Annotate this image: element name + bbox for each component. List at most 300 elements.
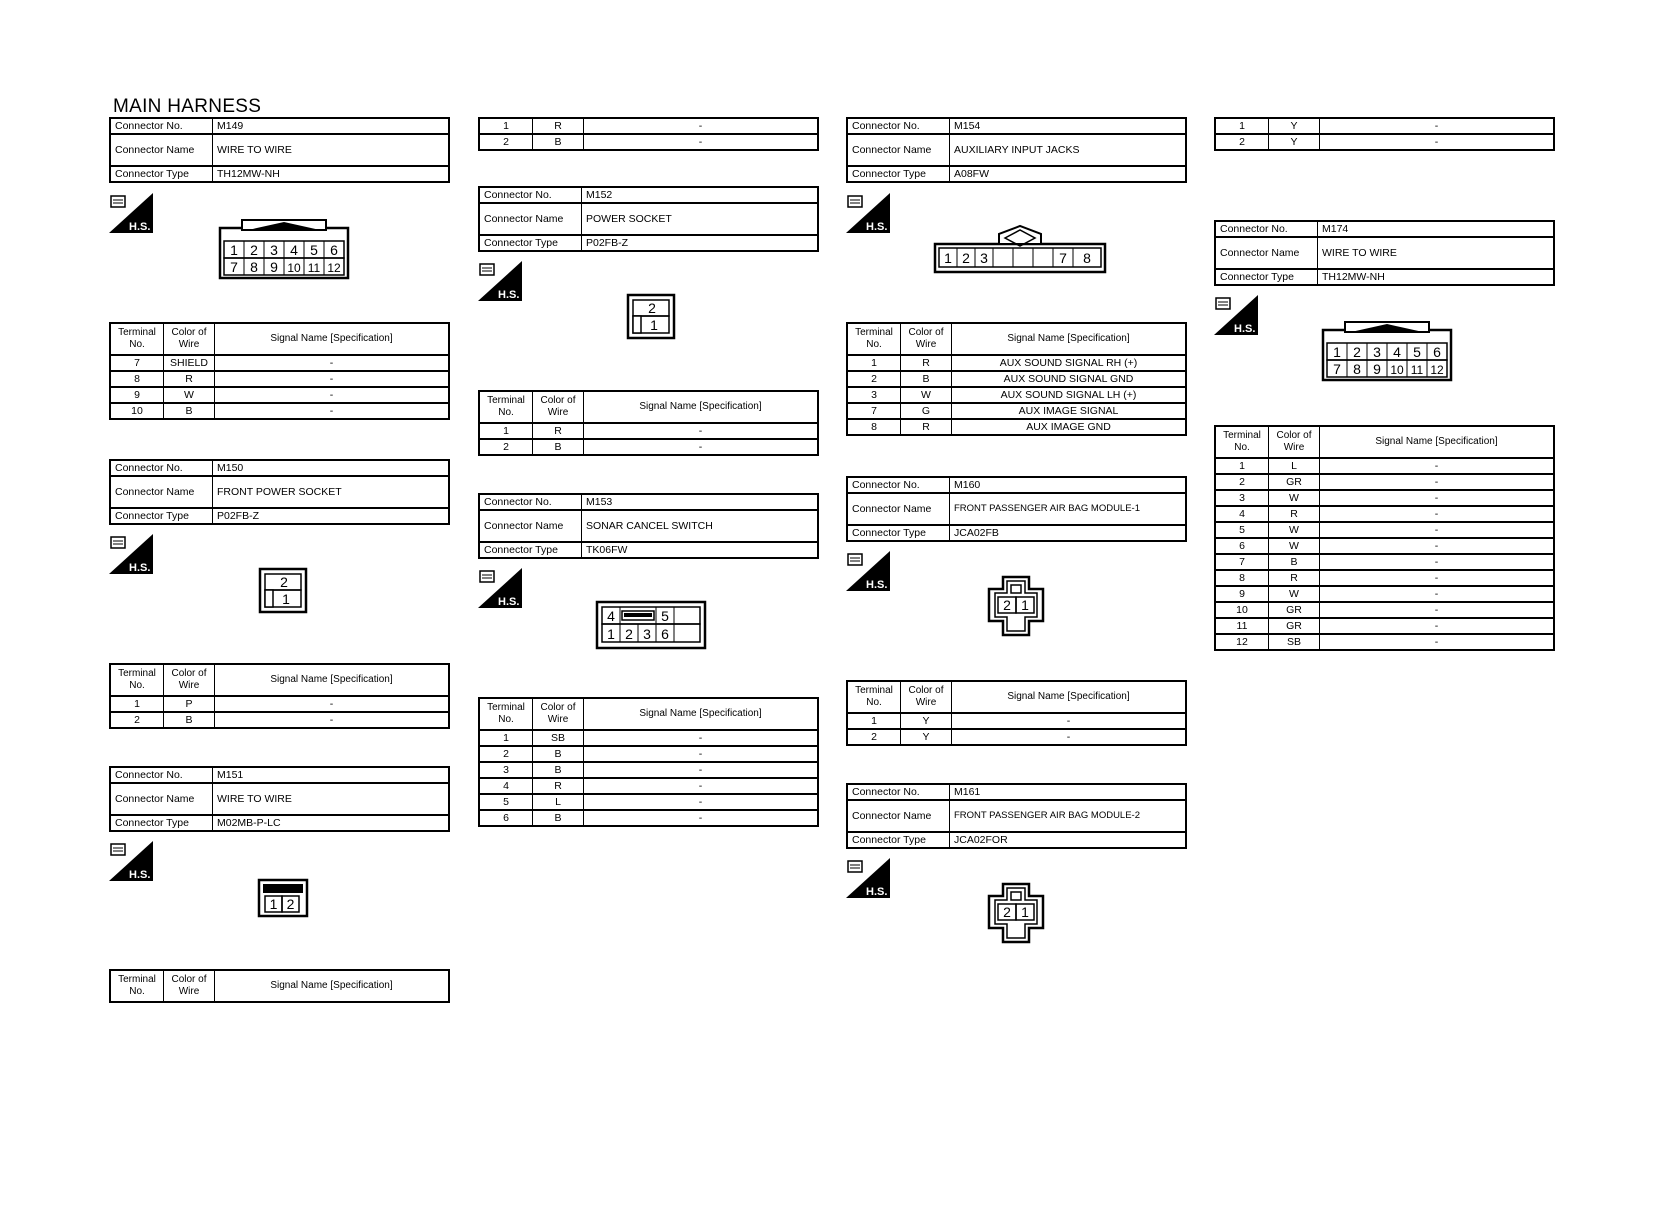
connector-face-m152: [626, 293, 678, 341]
table-row: [847, 713, 1186, 729]
pin-label: 1: [1333, 344, 1341, 360]
wire-color-cell: W: [901, 387, 952, 403]
pin-label: 1: [650, 317, 658, 333]
table-row: [1215, 554, 1554, 570]
terminal-table-header: [110, 323, 449, 355]
connector-no-value: M152: [582, 187, 819, 203]
terminal-no-cell: 6: [1215, 538, 1269, 554]
connector-info-m151: [109, 766, 450, 832]
table-row: [1215, 602, 1554, 618]
terminal-no-cell: 9: [1215, 586, 1269, 602]
pin-label: 8: [250, 259, 258, 275]
terminal-no-header: Terminal No.: [847, 323, 901, 355]
color-of-wire-header: Color of Wire: [533, 391, 584, 423]
wire-color-cell: B: [901, 371, 952, 387]
connector-name-value: SONAR CANCEL SWITCH: [582, 510, 819, 542]
connector-type-label: Connector Type: [110, 815, 213, 831]
pin-label: 7: [1333, 361, 1341, 377]
connector-face-m154: [933, 224, 1107, 274]
terminal-table-m151-cont: [478, 117, 819, 151]
table-row: [1215, 118, 1554, 134]
signal-name-header: Signal Name [Specification]: [952, 323, 1187, 355]
pin-label: 11: [307, 261, 321, 275]
color-of-wire-header: Color of Wire: [1269, 426, 1320, 458]
pin-label: 2: [250, 242, 258, 258]
signal-name-cell: -: [1320, 522, 1555, 538]
terminal-no-cell: 3: [479, 762, 533, 778]
pin-label: 4: [1393, 344, 1401, 360]
terminal-no-cell: 7: [110, 355, 164, 371]
hs-icon-label: H.S.: [129, 221, 151, 233]
wire-color-cell: SHIELD: [164, 355, 215, 371]
terminal-no-cell: 1: [479, 118, 533, 134]
connector-info-m153: [478, 493, 819, 559]
connector-name-label: Connector Name: [110, 134, 213, 166]
terminal-no-cell: 2: [479, 439, 533, 455]
wire-color-cell: GR: [1269, 602, 1320, 618]
signal-name-cell: -: [584, 810, 819, 826]
connector-no-value: M161: [950, 784, 1187, 800]
connector-name-value: FRONT POWER SOCKET: [213, 476, 450, 508]
signal-name-cell: AUX SOUND SIGNAL RH (+): [952, 355, 1187, 371]
wire-color-cell: Y: [1269, 134, 1320, 150]
pin-label: 1: [1021, 904, 1029, 920]
connector-type-label: Connector Type: [479, 542, 582, 558]
wire-color-cell: W: [1269, 586, 1320, 602]
signal-name-cell: -: [1320, 634, 1555, 650]
signal-name-cell: -: [584, 439, 819, 455]
signal-name-cell: -: [1320, 134, 1555, 150]
color-of-wire-header: Color of Wire: [164, 664, 215, 696]
connector-face-m149: [218, 218, 350, 280]
connector-no-label: Connector No.: [847, 784, 950, 800]
connector-type-value: TH12MW-NH: [1318, 269, 1555, 285]
pin-label: 1: [230, 242, 238, 258]
table-row: [479, 730, 818, 746]
terminal-table-m153: [478, 697, 819, 827]
terminal-table-header: [479, 391, 818, 423]
pin-label: 1: [269, 896, 278, 912]
connector-type-label: Connector Type: [847, 166, 950, 182]
pin-label: 3: [1373, 344, 1381, 360]
signal-name-cell: -: [1320, 490, 1555, 506]
hs-icon: [846, 193, 890, 233]
pin-label: 5: [310, 242, 318, 258]
hs-icon: [846, 858, 890, 898]
wire-color-cell: SB: [533, 730, 584, 746]
terminal-no-cell: 1: [847, 355, 901, 371]
connector-type-value: TH12MW-NH: [213, 166, 450, 182]
wire-color-cell: R: [1269, 570, 1320, 586]
table-row: [1215, 134, 1554, 150]
terminal-no-cell: 2: [847, 371, 901, 387]
connector-no-label: Connector No.: [847, 477, 950, 493]
terminal-no-cell: 2: [479, 134, 533, 150]
pin-label: 4: [607, 608, 615, 624]
table-row: [1215, 490, 1554, 506]
pin-label: 10: [1390, 363, 1404, 377]
connector-info-m149: [109, 117, 450, 183]
table-row: [1215, 522, 1554, 538]
connector-name-value: WIRE TO WIRE: [213, 134, 450, 166]
terminal-no-cell: 4: [479, 778, 533, 794]
terminal-table-m154: [846, 322, 1187, 436]
pin-label: 10: [287, 261, 301, 275]
pin-label: 2: [625, 626, 633, 642]
connector-no-value: M160: [950, 477, 1187, 493]
connector-name-value: POWER SOCKET: [582, 203, 819, 235]
terminal-no-cell: 1: [110, 696, 164, 712]
signal-name-header: Signal Name [Specification]: [215, 970, 450, 1002]
pin-label: 2: [1003, 597, 1011, 613]
pin-label: 2: [1353, 344, 1361, 360]
wire-color-cell: B: [533, 762, 584, 778]
color-of-wire-header: Color of Wire: [164, 323, 215, 355]
wire-color-cell: GR: [1269, 618, 1320, 634]
connector-face-m150: [258, 567, 310, 615]
signal-name-cell: -: [1320, 118, 1555, 134]
table-row: [1215, 474, 1554, 490]
connector-name-label: Connector Name: [847, 800, 950, 832]
terminal-no-cell: 8: [847, 419, 901, 435]
terminal-no-cell: 2: [110, 712, 164, 728]
wire-color-cell: G: [901, 403, 952, 419]
signal-name-header: Signal Name [Specification]: [952, 681, 1187, 713]
terminal-no-header: Terminal No.: [847, 681, 901, 713]
terminal-table-header: [479, 698, 818, 730]
table-row: [479, 746, 818, 762]
terminal-no-cell: 2: [479, 746, 533, 762]
connector-name-value: WIRE TO WIRE: [213, 783, 450, 815]
connector-name-label: Connector Name: [110, 783, 213, 815]
pin-label: 2: [280, 574, 288, 590]
signal-name-cell: -: [1320, 586, 1555, 602]
terminal-table-header: [847, 323, 1186, 355]
wire-color-cell: R: [901, 419, 952, 435]
terminal-no-cell: 5: [479, 794, 533, 810]
connector-no-label: Connector No.: [847, 118, 950, 134]
terminal-table-header: [847, 681, 1186, 713]
connector-no-label: Connector No.: [479, 187, 582, 203]
terminal-table-m152: [478, 390, 819, 456]
connector-name-label: Connector Name: [1215, 237, 1318, 269]
connector-face-m160: [985, 575, 1047, 637]
wire-color-cell: B: [164, 712, 215, 728]
signal-name-cell: -: [1320, 458, 1555, 474]
connector-no-value: M154: [950, 118, 1187, 134]
pin-label: 6: [1433, 344, 1441, 360]
terminal-no-cell: 5: [1215, 522, 1269, 538]
signal-name-cell: -: [584, 746, 819, 762]
signal-name-cell: -: [1320, 602, 1555, 618]
table-row: [479, 810, 818, 826]
terminal-table-m150: [109, 663, 450, 729]
connector-name-label: Connector Name: [479, 203, 582, 235]
pin-label: 4: [290, 242, 298, 258]
signal-name-cell: -: [584, 794, 819, 810]
connector-info-m160: [846, 476, 1187, 542]
table-row: [110, 403, 449, 419]
terminal-table-m161: [1214, 117, 1555, 151]
connector-no-label: Connector No.: [479, 494, 582, 510]
wire-color-cell: Y: [901, 713, 952, 729]
signal-name-cell: -: [952, 713, 1187, 729]
terminal-no-cell: 4: [1215, 506, 1269, 522]
connector-info-m152: [478, 186, 819, 252]
pin-label: 6: [661, 626, 669, 642]
wire-color-cell: W: [164, 387, 215, 403]
connector-name-value: FRONT PASSENGER AIR BAG MODULE-2: [950, 800, 1187, 832]
signal-name-cell: -: [584, 118, 819, 134]
connector-face-m161: [985, 882, 1047, 944]
pin-label: 3: [643, 626, 651, 642]
pin-label: 11: [1410, 363, 1424, 377]
terminal-no-cell: 8: [1215, 570, 1269, 586]
hs-icon-label: H.S.: [866, 579, 888, 591]
table-row: [110, 387, 449, 403]
hs-icon-label: H.S.: [498, 289, 520, 301]
wire-color-cell: B: [533, 134, 584, 150]
pin-label: 5: [661, 608, 669, 624]
connector-no-label: Connector No.: [110, 118, 213, 134]
wire-color-cell: R: [1269, 506, 1320, 522]
terminal-table-m149: [109, 322, 450, 420]
connector-face-m174: [1321, 320, 1453, 382]
terminal-no-cell: 9: [110, 387, 164, 403]
connector-no-value: M153: [582, 494, 819, 510]
signal-name-cell: -: [1320, 554, 1555, 570]
pin-label: 9: [1373, 361, 1381, 377]
connector-no-value: M174: [1318, 221, 1555, 237]
pin-label: 2: [1003, 904, 1011, 920]
table-row: [110, 371, 449, 387]
connector-name-label: Connector Name: [479, 510, 582, 542]
wire-color-cell: GR: [1269, 474, 1320, 490]
wire-color-cell: W: [1269, 522, 1320, 538]
hs-icon-label: H.S.: [498, 596, 520, 608]
terminal-no-header: Terminal No.: [1215, 426, 1269, 458]
page-title: MAIN HARNESS: [113, 96, 262, 117]
terminal-table-m174: [1214, 425, 1555, 651]
signal-name-cell: -: [584, 423, 819, 439]
color-of-wire-header: Color of Wire: [901, 323, 952, 355]
pin-label: 2: [962, 250, 970, 266]
table-row: [1215, 538, 1554, 554]
pin-label: 1: [607, 626, 615, 642]
signal-name-cell: -: [584, 134, 819, 150]
pin-label: 1: [944, 250, 952, 266]
connector-no-label: Connector No.: [110, 767, 213, 783]
table-row: [1215, 506, 1554, 522]
table-row: [847, 387, 1186, 403]
hs-icon: [109, 841, 153, 881]
table-row: [1215, 634, 1554, 650]
wire-color-cell: R: [901, 355, 952, 371]
connector-type-value: TK06FW: [582, 542, 819, 558]
terminal-no-cell: 8: [110, 371, 164, 387]
wire-color-cell: B: [533, 810, 584, 826]
hs-icon: [109, 534, 153, 574]
signal-name-header: Signal Name [Specification]: [215, 664, 450, 696]
connector-type-value: JCA02FB: [950, 525, 1187, 541]
terminal-no-cell: 10: [110, 403, 164, 419]
hs-icon-label: H.S.: [1234, 323, 1256, 335]
wire-color-cell: B: [533, 746, 584, 762]
signal-name-cell: -: [1320, 506, 1555, 522]
hs-icon-label: H.S.: [866, 886, 888, 898]
terminal-no-cell: 11: [1215, 618, 1269, 634]
terminal-no-header: Terminal No.: [479, 698, 533, 730]
pin-label: 9: [270, 259, 278, 275]
wire-color-cell: SB: [1269, 634, 1320, 650]
table-row: [479, 423, 818, 439]
terminal-no-cell: 1: [479, 423, 533, 439]
pin-label: 1: [282, 591, 290, 607]
terminal-no-cell: 6: [479, 810, 533, 826]
pin-label: 3: [980, 250, 988, 266]
signal-name-cell: -: [215, 696, 450, 712]
connector-type-value: P02FB-Z: [582, 235, 819, 251]
signal-name-cell: AUX SOUND SIGNAL LH (+): [952, 387, 1187, 403]
signal-name-cell: -: [1320, 618, 1555, 634]
table-row: [1215, 618, 1554, 634]
table-row: [1215, 458, 1554, 474]
table-row: [479, 794, 818, 810]
pin-label: 7: [230, 259, 238, 275]
terminal-no-cell: 1: [1215, 118, 1269, 134]
signal-name-cell: AUX IMAGE SIGNAL: [952, 403, 1187, 419]
terminal-table-header: [110, 970, 449, 1002]
connector-type-label: Connector Type: [479, 235, 582, 251]
connector-type-label: Connector Type: [1215, 269, 1318, 285]
table-row: [479, 762, 818, 778]
connector-type-label: Connector Type: [110, 166, 213, 182]
terminal-no-cell: 3: [1215, 490, 1269, 506]
connector-type-value: JCA02FOR: [950, 832, 1187, 848]
connector-no-label: Connector No.: [110, 460, 213, 476]
pin-label: 3: [270, 242, 278, 258]
wire-color-cell: R: [164, 371, 215, 387]
signal-name-cell: -: [584, 778, 819, 794]
wire-color-cell: Y: [1269, 118, 1320, 134]
terminal-no-cell: 7: [1215, 554, 1269, 570]
connector-info-m161: [846, 783, 1187, 849]
connector-type-label: Connector Type: [847, 525, 950, 541]
hs-icon: [478, 568, 522, 608]
wire-color-cell: Y: [901, 729, 952, 745]
signal-name-cell: AUX SOUND SIGNAL GND: [952, 371, 1187, 387]
connector-info-m174: [1214, 220, 1555, 286]
table-row: [479, 778, 818, 794]
signal-name-cell: -: [584, 762, 819, 778]
signal-name-cell: -: [215, 403, 450, 419]
connector-name-label: Connector Name: [847, 493, 950, 525]
hs-icon: [109, 193, 153, 233]
terminal-no-cell: 7: [847, 403, 901, 419]
hs-icon: [478, 261, 522, 301]
terminal-table-header: [1215, 426, 1554, 458]
connector-name-value: AUXILIARY INPUT JACKS: [950, 134, 1187, 166]
wire-color-cell: B: [533, 439, 584, 455]
connector-type-label: Connector Type: [847, 832, 950, 848]
connector-type-value: P02FB-Z: [213, 508, 450, 524]
hs-icon-label: H.S.: [866, 221, 888, 233]
pin-label: 2: [648, 300, 656, 316]
connector-type-label: Connector Type: [110, 508, 213, 524]
wire-color-cell: W: [1269, 490, 1320, 506]
table-row: [1215, 586, 1554, 602]
table-row: [847, 371, 1186, 387]
signal-name-cell: -: [1320, 474, 1555, 490]
terminal-table-m151: [109, 969, 450, 1003]
signal-name-header: Signal Name [Specification]: [1320, 426, 1555, 458]
color-of-wire-header: Color of Wire: [901, 681, 952, 713]
table-row: [479, 134, 818, 150]
color-of-wire-header: Color of Wire: [164, 970, 215, 1002]
terminal-no-cell: 1: [479, 730, 533, 746]
signal-name-header: Signal Name [Specification]: [215, 323, 450, 355]
terminal-no-cell: 1: [1215, 458, 1269, 474]
terminal-no-cell: 2: [847, 729, 901, 745]
signal-name-cell: -: [1320, 570, 1555, 586]
color-of-wire-header: Color of Wire: [533, 698, 584, 730]
pin-label: 8: [1353, 361, 1361, 377]
pin-label: 6: [330, 242, 338, 258]
pin-label: 2: [286, 896, 295, 912]
terminal-no-cell: 1: [847, 713, 901, 729]
connector-name-value: WIRE TO WIRE: [1318, 237, 1555, 269]
wire-color-cell: P: [164, 696, 215, 712]
connector-no-label: Connector No.: [1215, 221, 1318, 237]
connector-face-m151: [257, 878, 311, 920]
signal-name-header: Signal Name [Specification]: [584, 698, 819, 730]
terminal-no-cell: 2: [1215, 134, 1269, 150]
connector-type-value: A08FW: [950, 166, 1187, 182]
terminal-no-cell: 12: [1215, 634, 1269, 650]
signal-name-cell: -: [215, 712, 450, 728]
connector-info-m150: [109, 459, 450, 525]
pin-label: 8: [1083, 250, 1091, 266]
hs-icon-label: H.S.: [129, 562, 151, 574]
hs-icon-label: H.S.: [129, 869, 151, 881]
table-row: [110, 355, 449, 371]
wire-color-cell: L: [1269, 458, 1320, 474]
pin-label: 1: [1021, 597, 1029, 613]
terminal-no-header: Terminal No.: [479, 391, 533, 423]
connector-info-m154: [846, 117, 1187, 183]
connector-name-label: Connector Name: [110, 476, 213, 508]
wire-color-cell: R: [533, 778, 584, 794]
wire-color-cell: B: [1269, 554, 1320, 570]
signal-name-cell: AUX IMAGE GND: [952, 419, 1187, 435]
wire-color-cell: R: [533, 423, 584, 439]
connector-no-value: M150: [213, 460, 450, 476]
table-row: [847, 419, 1186, 435]
table-row: [1215, 570, 1554, 586]
wire-color-cell: R: [533, 118, 584, 134]
table-row: [479, 439, 818, 455]
hs-icon: [846, 551, 890, 591]
terminal-no-header: Terminal No.: [110, 970, 164, 1002]
terminal-no-cell: 2: [1215, 474, 1269, 490]
table-row: [110, 696, 449, 712]
signal-name-cell: -: [1320, 538, 1555, 554]
terminal-no-header: Terminal No.: [110, 664, 164, 696]
signal-name-cell: -: [215, 371, 450, 387]
table-row: [847, 355, 1186, 371]
signal-name-cell: -: [215, 387, 450, 403]
table-row: [847, 403, 1186, 419]
